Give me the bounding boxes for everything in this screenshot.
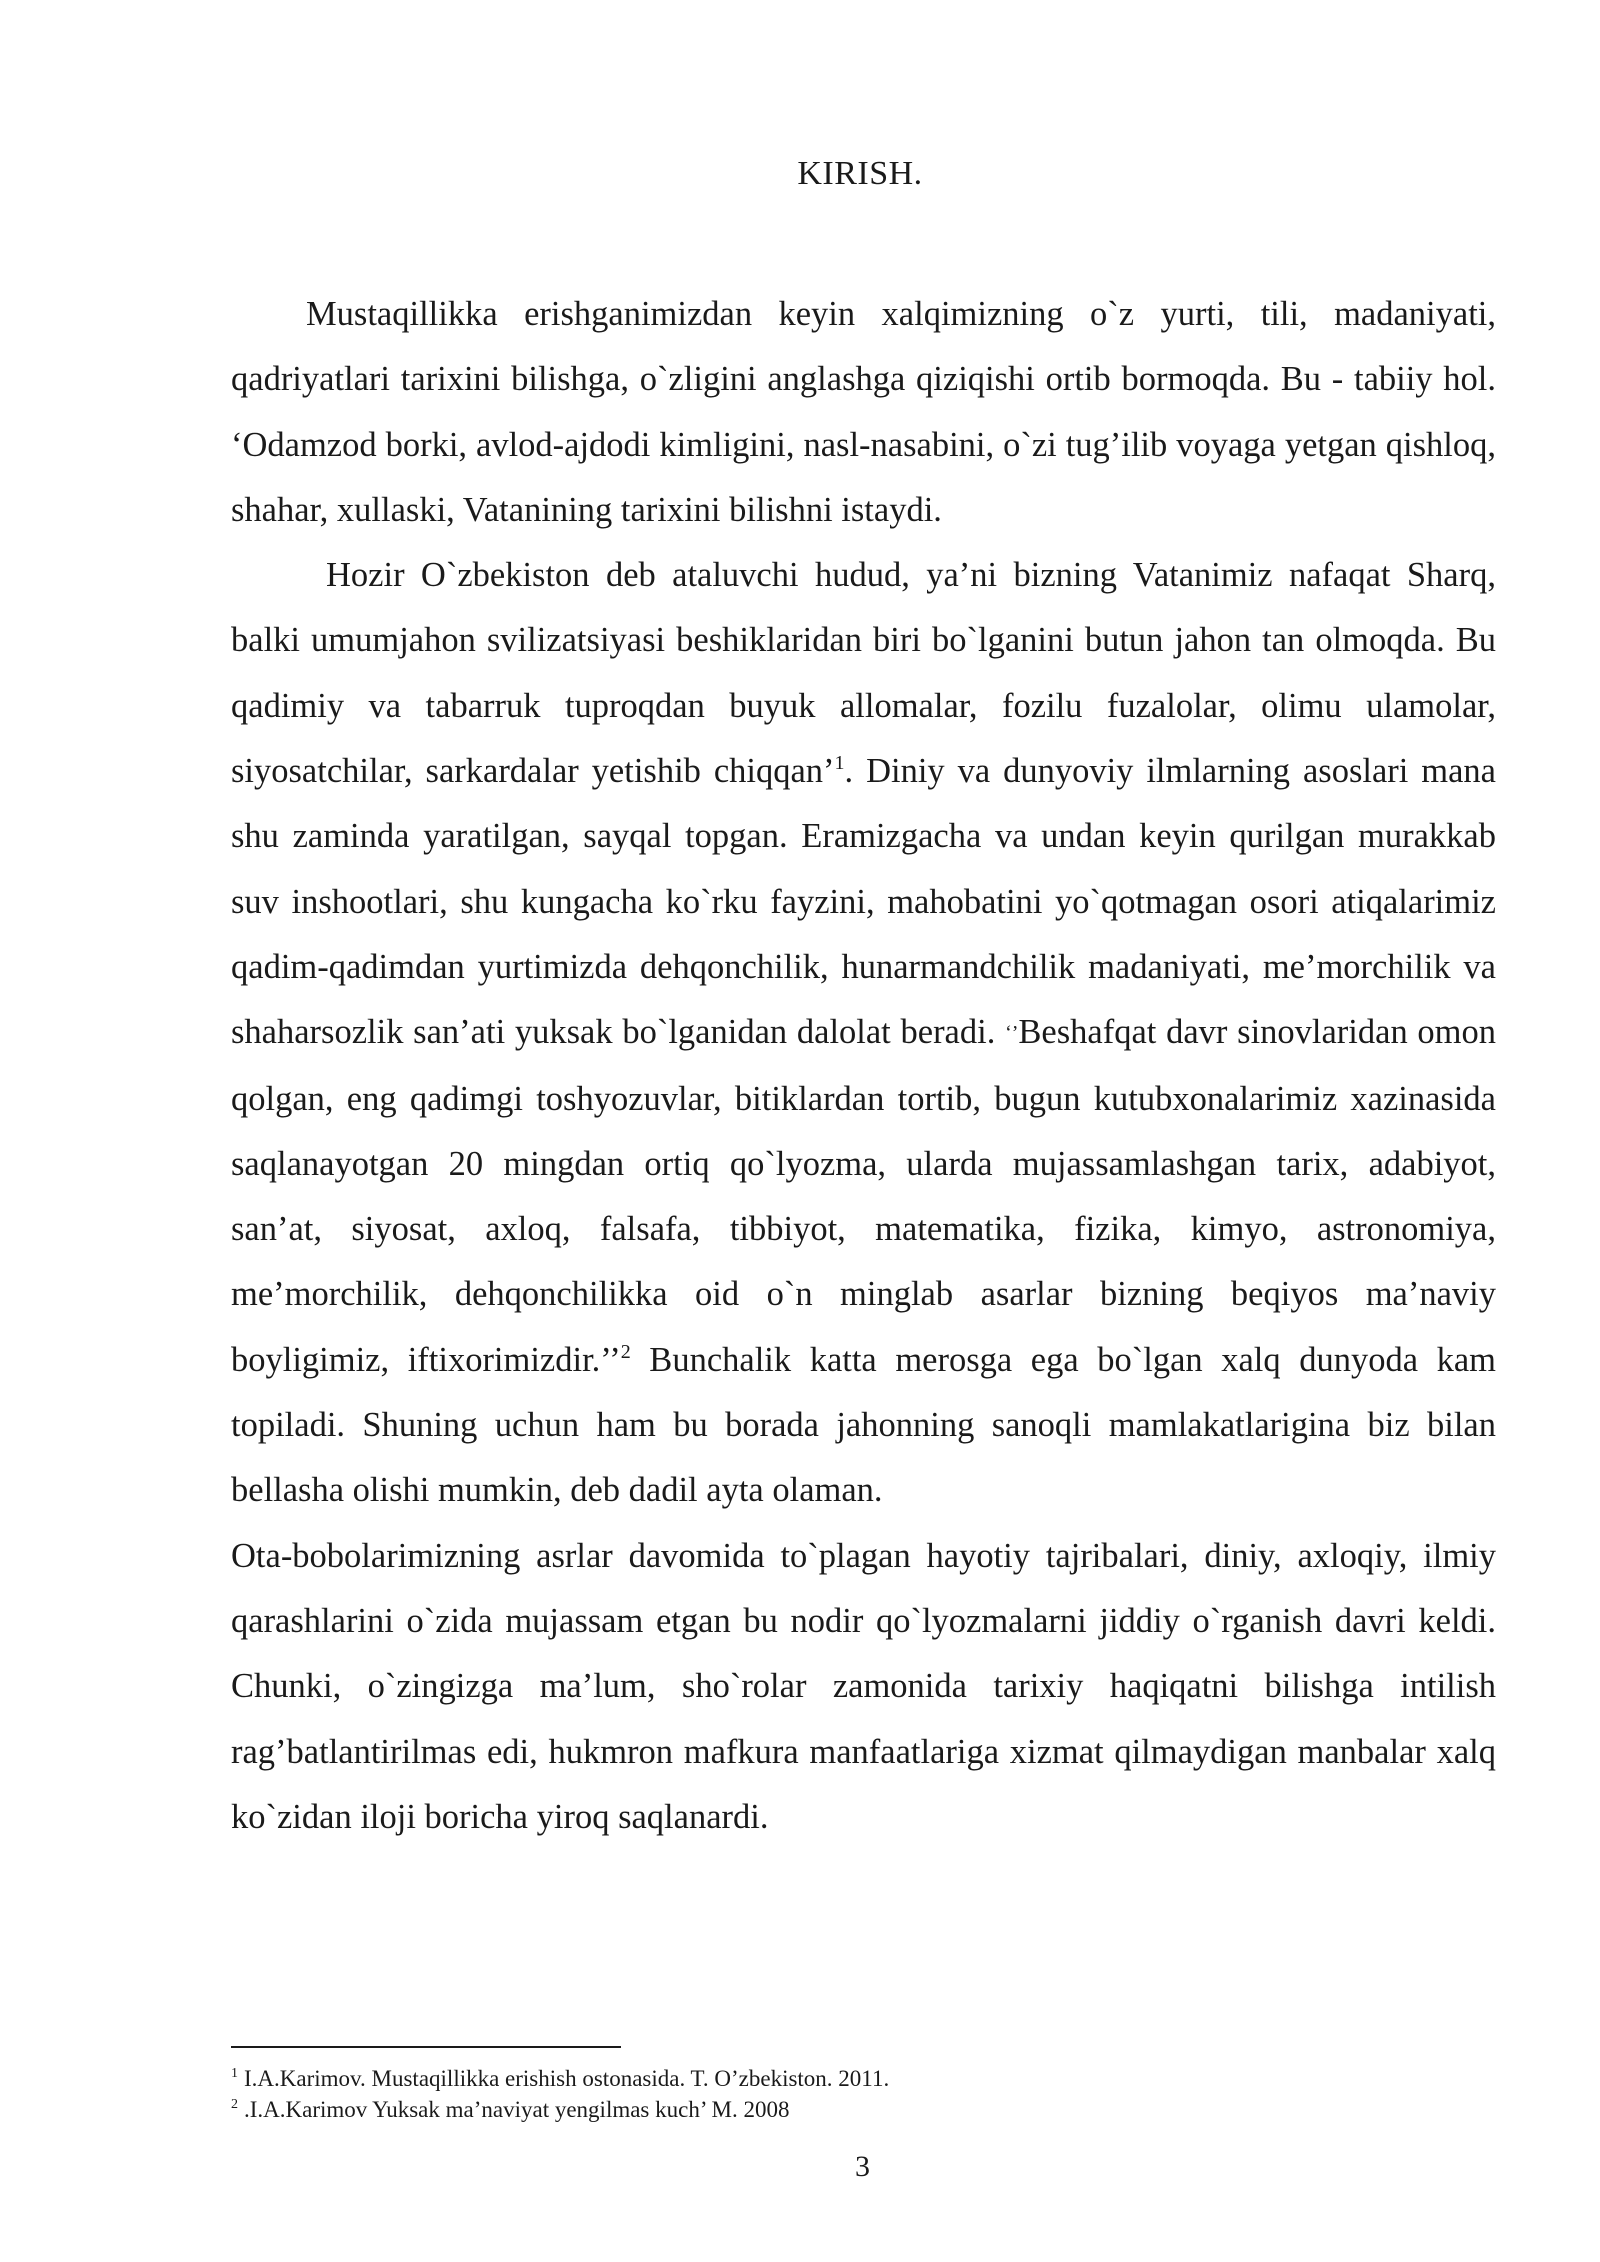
paragraph-3: Ota-bobolarimizning asrlar davomida to`plagan hayotiy tajribalari, diniy, axloqiy, ilmiy qarashlarini o`zida mujassam etgan bu nodir qo`lyozmalarni jiddiy o`rganish davri keldi. Chunki, o`zingizga ma’lum, sho`rolar zamonida tarixiy haqiqatni bilishga intilish rag’batlantirilmas edi, hukmron mafkura manfaatlariga xizmat qilmaydigan manbalar xalq ko`zidan iloji boricha yiroq saqlanardi.	[231, 1536, 1496, 1836]
paragraph-2-text-a: Hozir O`zbekiston deb ataluvchi hudud, ya’ni bizning Vatanimiz nafaqat Sharq, balki umumjahon svilizatsiyasi beshiklaridan biri bo`lganini butun jahon tan olmoqda. Bu qadimiy va tabarruk tuproqdan buyuk allomalar, fozilu fuzalolar, olimu ulamolar, siyosatchilar, sarkardalar yetishib chiqqan’	[231, 556, 1496, 791]
paragraph-2-text-c: Beshafqat davr sinovlaridan omon qolgan, eng qadimgi toshyozuvlar, bitiklardan tortib, bugun kutubxonalarimiz xazinasida saqlanayotgan 20 mingdan ortiq qo`lyozma, ularda mujassamlashgan tarix, adabiyot, san’at, siyosat, axloq, falsafa, tibbiyot, matematika, fizika, kimyo, astronomiya, me’morchilik, dehqonchilikka oid o`n minglab asarlar bizning beqiyos ma’naviy boyligimiz, iftixorimizdir.’’	[231, 1013, 1497, 1379]
body-text	[231, 282, 1496, 1850]
footnote-separator	[231, 2046, 621, 2048]
footnote-2-text: .I.A.Karimov Yuksak ma’naviyat yengilmas kuch’ M. 2008	[244, 2097, 790, 2122]
paragraph-2-text-d: Bunchalik katta merosga ega bo`lgan xalq dunyoda kam topiladi. Shuning uchun ham bu borada jahonning sanoqli mamlakatlarigina biz bilan bellasha olishi mumkin, deb dadil ayta olaman.	[231, 1340, 1496, 1510]
footnotes	[231, 2063, 1496, 2125]
footnote-2	[231, 2094, 1496, 2125]
footnote-ref-1: 1	[834, 752, 845, 775]
opening-quote-mark: ‘’	[1005, 1022, 1019, 1045]
paragraph-1: Mustaqillikka erishganimizdan keyin xalqimizning o`z yurti, tili, madaniyati, qadriyatlari tarixini bilishga, o`zligini anglashga qiziqishi ortib bormoqda. Bu - tabiiy hol. ‘Odamzod borki, avlod-ajdodi kimligini, nasl-nasabini, o`zi tug’ilib voyaga yetgan qishloq, shahar, xullaski, Vatanining tarixini bilishni istaydi.	[231, 295, 1496, 529]
page-number: 3	[855, 2150, 870, 2183]
footnote-2-number: 2	[231, 2097, 238, 2112]
footnote-ref-2: 2	[620, 1340, 631, 1363]
footnote-1-number: 1	[231, 2066, 238, 2081]
paragraph-2	[231, 543, 1496, 1523]
footnote-1-text: I.A.Karimov. Mustaqillikka erishish ostonasida. T. O’zbekiston. 2011.	[244, 2066, 890, 2091]
page-title: KIRISH.	[797, 155, 923, 192]
footnote-1	[231, 2063, 1496, 2094]
paragraph-2-text-b: . Diniy va dunyoviy ilmlarning asoslari mana shu zaminda yaratilgan, sayqal topgan. Eramizgacha va undan keyin qurilgan murakkab suv inshootlari, shu kungacha ko`rku fayzini, mahobatini yo`qotmagan osori atiqalarimiz qadim-qadimdan yurtimizda dehqonchilik, hunarmandchilik madaniyati, me’morchilik va shaharsozlik san’ati yuksak bo`lganidan dalolat beradi.	[231, 752, 1496, 1052]
